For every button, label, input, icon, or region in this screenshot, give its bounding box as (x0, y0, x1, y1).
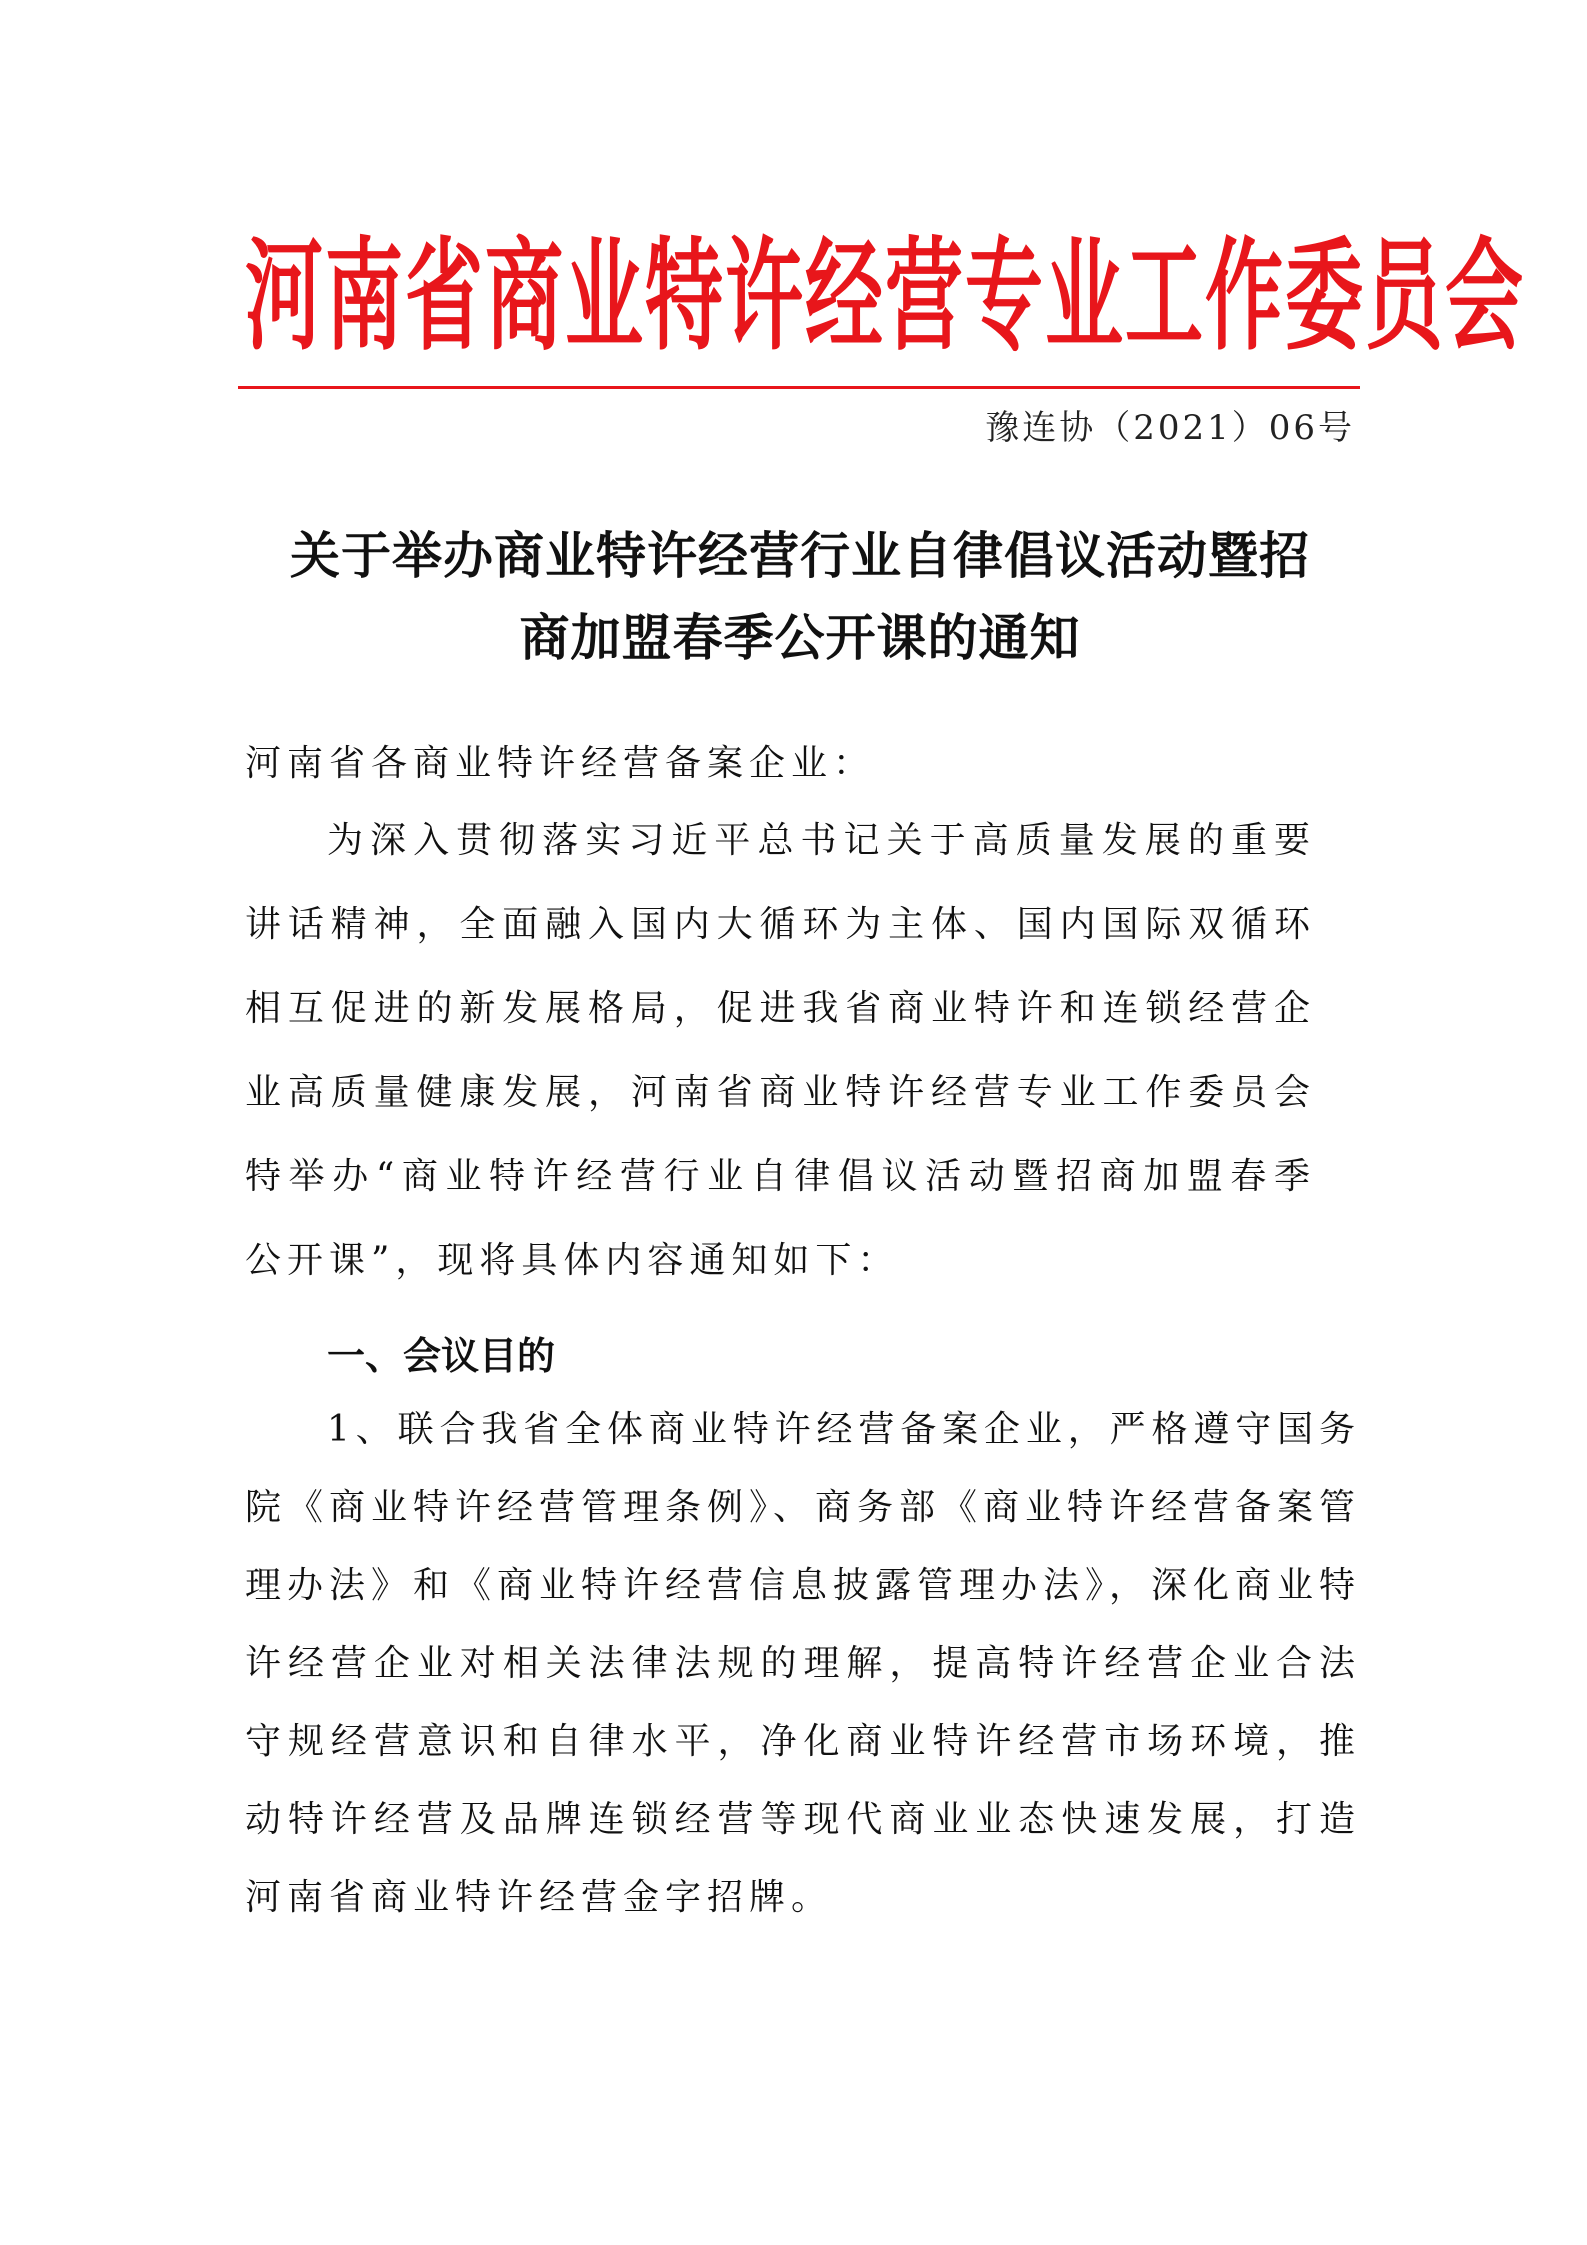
document-number: 豫连协（2021）06号 (985, 408, 1355, 448)
paragraph-line: 为深入贯彻落实习近平总书记关于高质量发展的重要 (327, 820, 1310, 861)
paragraph-line: 理办法》和《商业特许经营信息披露管理办法》，深化商业特 (245, 1565, 1355, 1606)
paragraph-line: 特举办“商业特许经营行业自律倡议活动暨招商加盟春季 (245, 1156, 1310, 1197)
document-title (245, 515, 1355, 679)
paragraph-line: 公开课”，现将具体内容通知如下： (245, 1240, 900, 1281)
paragraph-line: 1、联合我省全体商业特许经营备案企业，严格遵守国务 (327, 1409, 1355, 1450)
intro-paragraph (245, 799, 1310, 1303)
salutation: 河南省各商业特许经营备案企业： (245, 743, 876, 784)
paragraph-line: 动特许经营及品牌连锁经营等现代商业业态快速发展，打造 (245, 1799, 1355, 1840)
title-line-1: 关于举办商业特许经营行业自律倡议活动暨招 (290, 527, 1310, 585)
paragraph-line: 河南省商业特许经营金字招牌。 (245, 1877, 834, 1918)
title-line-2: 商加盟春季公开课的通知 (519, 609, 1081, 667)
paragraph-line: 讲话精神，全面融入国内大循环为主体、国内国际双循环 (245, 904, 1310, 945)
paragraph-line: 许经营企业对相关法律法规的理解，提高特许经营企业合法 (245, 1643, 1355, 1684)
section-paragraph (245, 1391, 1355, 1937)
paragraph-line: 相互促进的新发展格局，促进我省商业特许和连锁经营企 (245, 988, 1310, 1029)
paragraph-line: 业高质量健康发展，河南省商业特许经营专业工作委员会 (245, 1072, 1310, 1113)
letterhead-divider (238, 386, 1360, 389)
organization-letterhead: 河南省商业特许经营专业工作委员会 (245, 227, 1526, 368)
paragraph-line: 守规经营意识和自律水平，净化商业特许经营市场环境，推 (245, 1721, 1355, 1762)
section-heading: 一、会议目的 (327, 1334, 556, 1378)
paragraph-line: 院《商业特许经营管理条例》、商务部《商业特许经营备案管 (245, 1487, 1355, 1528)
